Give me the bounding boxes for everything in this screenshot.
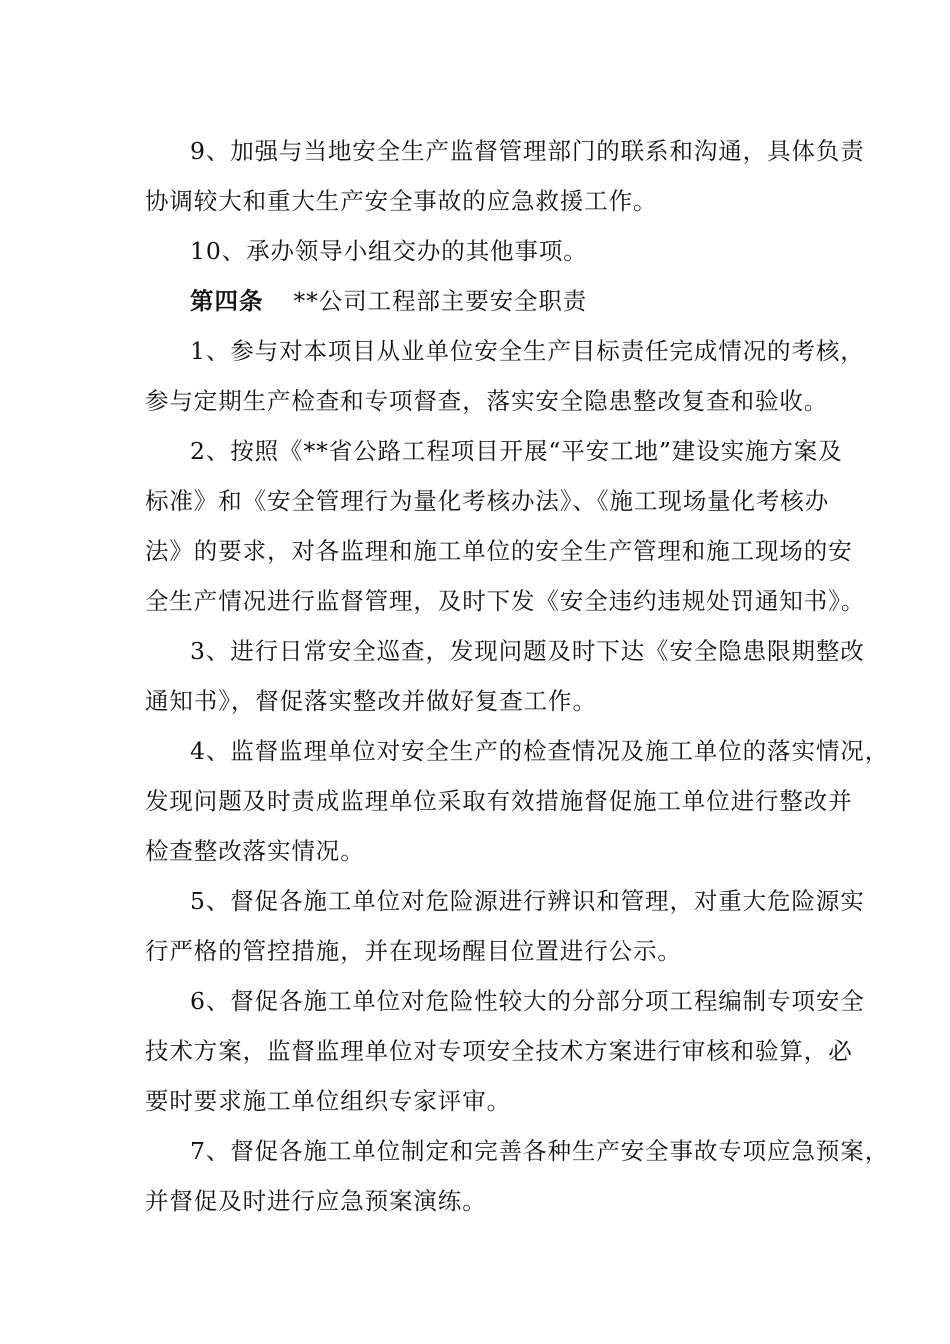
item-6-line-1: 6、督促各施工单位对危险性较大的分部分项工程编制专项安全 xyxy=(190,987,865,1015)
paragraph-9-line-1: 9、加强与当地安全生产监督管理部门的联系和沟通，具体负责 xyxy=(190,137,865,165)
item-3-line-2: 通知书》，督促落实整改并做好复查工作。 xyxy=(145,687,597,715)
paragraph-9-line-2: 协调较大和重大生产安全事故的应急救援工作。 xyxy=(145,187,658,215)
section-heading xyxy=(190,281,830,321)
paragraph-10-line-1: 10、承办领导小组交办的其他事项。 xyxy=(190,237,588,265)
item-3-line-1: 3、进行日常安全巡查，发现问题及时下达《安全隐患限期整改 xyxy=(190,637,865,665)
item-1-line-2: 参与定期生产检查和专项督查，落实安全隐患整改复查和验收。 xyxy=(145,387,829,415)
item-5-line-2: 行严格的管控措施，并在现场醒目位置进行公示。 xyxy=(145,937,682,965)
item-6-line-2: 技术方案，监督监理单位对专项安全技术方案进行审核和验算，必 xyxy=(145,1037,853,1065)
item-4-line-3: 检查整改落实情况。 xyxy=(145,837,365,865)
section-heading-number: 第四条 xyxy=(190,287,264,315)
item-7-line-2: 并督促及时进行应急预案演练。 xyxy=(145,1187,487,1215)
item-4-line-2: 发现问题及时责成监理单位采取有效措施督促施工单位进行整改并 xyxy=(145,787,853,815)
section-heading-title: **公司工程部主要安全职责 xyxy=(293,287,588,315)
item-6-line-3: 要时要求施工单位组织专家评审。 xyxy=(145,1087,511,1115)
item-2-line-2: 标准》和《安全管理行为量化考核办法》、《施工现场量化考核办 xyxy=(145,487,830,515)
item-2-line-4: 全生产情况进行监督管理，及时下发《安全违约违规处罚通知书》。 xyxy=(145,587,866,615)
item-1-line-1: 1、参与对本项目从业单位安全生产目标责任完成情况的考核， xyxy=(190,337,865,365)
item-5-line-1: 5、督促各施工单位对危险源进行辨识和管理，对重大危险源实 xyxy=(190,887,865,915)
item-2-line-3: 法》的要求，对各监理和施工单位的安全生产管理和施工现场的安 xyxy=(145,537,853,565)
item-4-line-1: 4、监督监理单位对安全生产的检查情况及施工单位的落实情况， xyxy=(190,737,890,765)
item-7-line-1: 7、督促各施工单位制定和完善各种生产安全事故专项应急预案， xyxy=(190,1137,890,1165)
item-2-line-1: 2、按照《**省公路工程项目开展“平安工地”建设实施方案及 xyxy=(190,437,843,465)
